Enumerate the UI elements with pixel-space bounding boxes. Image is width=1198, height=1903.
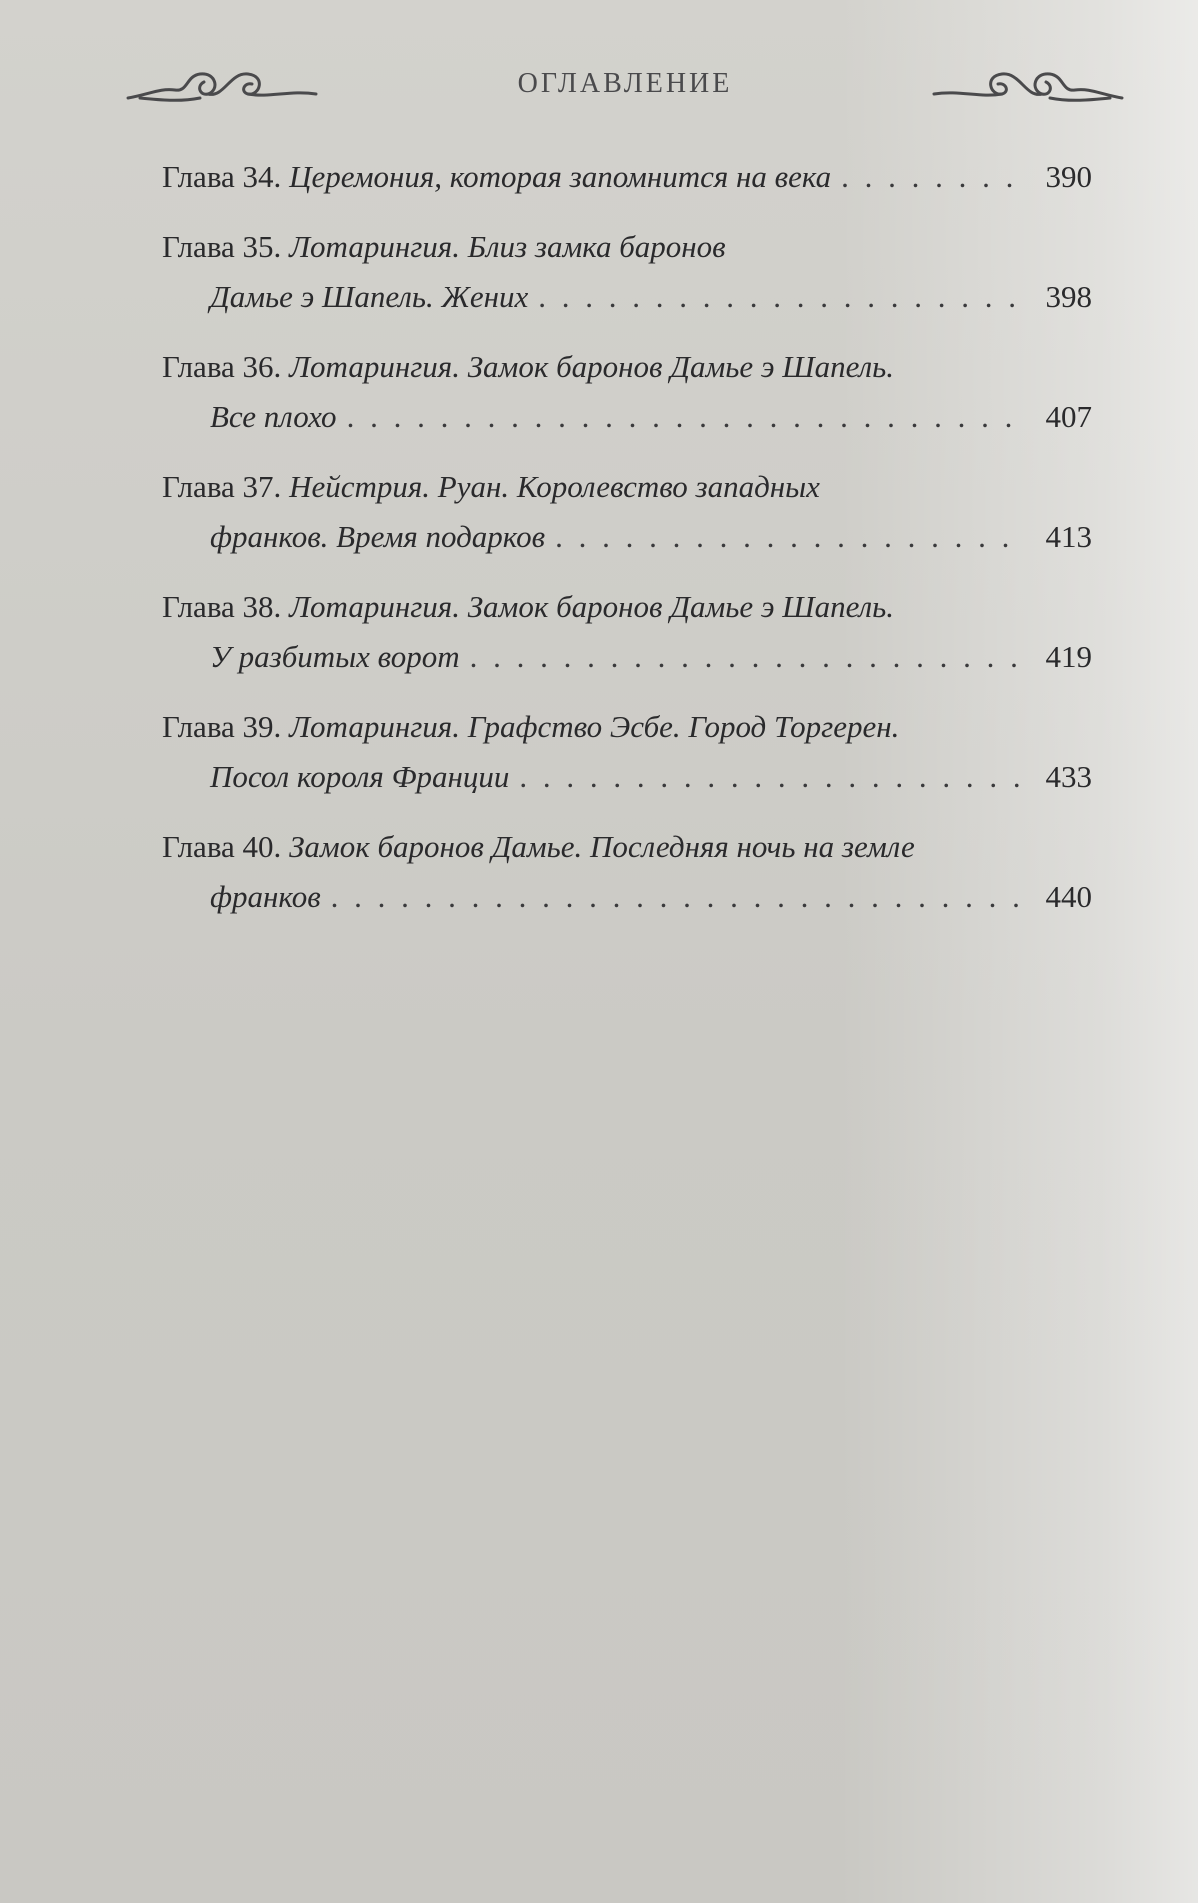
toc-entry-line <box>162 222 1092 272</box>
chapter-title-continuation: Все плохо <box>210 399 337 434</box>
toc-entry-line <box>162 272 1092 322</box>
page-number: 407 <box>1045 399 1092 434</box>
toc-entry-line <box>162 872 1092 922</box>
page-number: 398 <box>1045 279 1092 314</box>
chapter-number: Глава 35. <box>162 229 282 264</box>
chapter-title-continuation: франков. Время подарков <box>210 519 546 554</box>
toc-entry-line <box>162 582 1092 632</box>
dot-leader <box>519 752 1024 802</box>
dot-leader <box>470 632 1024 682</box>
toc-entry-line <box>162 632 1092 682</box>
chapter-title-continuation: У разбитых ворот <box>210 639 460 674</box>
toc-entry-line <box>162 462 1092 512</box>
chapter-title: Лотарингия. Замок баронов Дамье э Шапель. <box>289 349 895 384</box>
toc-entry <box>162 152 1092 202</box>
dot-leader <box>555 512 1024 562</box>
toc-entry-line <box>162 752 1092 802</box>
toc-entry <box>162 342 1092 442</box>
dot-leader <box>841 152 1024 202</box>
chapter-title: Лотарингия. Замок баронов Дамье э Шапель. <box>289 589 895 624</box>
page-number: 419 <box>1045 639 1092 674</box>
chapter-title: Церемония, которая запомнится на века <box>289 159 832 194</box>
chapter-title: Лотарингия. Графство Эсбе. Город Торгерен. <box>289 709 900 744</box>
toc-entry-line <box>162 822 1092 872</box>
chapter-title: Замок баронов Дамье. Последняя ночь на земле <box>289 829 915 864</box>
page-number: 390 <box>1045 159 1092 194</box>
flourish-right-icon <box>930 58 1130 118</box>
toc-entry-line <box>162 702 1092 752</box>
chapter-number: Глава 38. <box>162 589 282 624</box>
page-header <box>120 58 1130 118</box>
chapter-number: Глава 37. <box>162 469 282 504</box>
toc-entry <box>162 702 1092 802</box>
dot-leader <box>331 872 1024 922</box>
toc-entry-line <box>162 152 1092 202</box>
toc-entry <box>162 462 1092 562</box>
dot-leader <box>347 392 1024 442</box>
chapter-title-continuation: франков <box>210 879 321 914</box>
toc-entry <box>162 822 1092 922</box>
chapter-number: Глава 40. <box>162 829 282 864</box>
chapter-title-continuation: Посол короля Франции <box>210 759 510 794</box>
chapter-title: Нейстрия. Руан. Королевство западных <box>289 469 820 504</box>
toc-entry <box>162 582 1092 682</box>
chapter-title: Лотарингия. Близ замка баронов <box>289 229 726 264</box>
chapter-number: Глава 36. <box>162 349 282 384</box>
toc-entry-line <box>162 392 1092 442</box>
page-number: 433 <box>1045 759 1092 794</box>
chapter-title-continuation: Дамье э Шапель. Жених <box>210 279 529 314</box>
toc-entry-line <box>162 512 1092 562</box>
chapter-number: Глава 39. <box>162 709 282 744</box>
page-title: ОГЛАВЛЕНИЕ <box>517 68 733 99</box>
page-number: 413 <box>1045 519 1092 554</box>
table-of-contents <box>162 152 1092 942</box>
dot-leader <box>538 272 1024 322</box>
page-number: 440 <box>1045 879 1092 914</box>
toc-entry <box>162 222 1092 322</box>
chapter-number: Глава 34. <box>162 159 282 194</box>
toc-entry-line <box>162 342 1092 392</box>
